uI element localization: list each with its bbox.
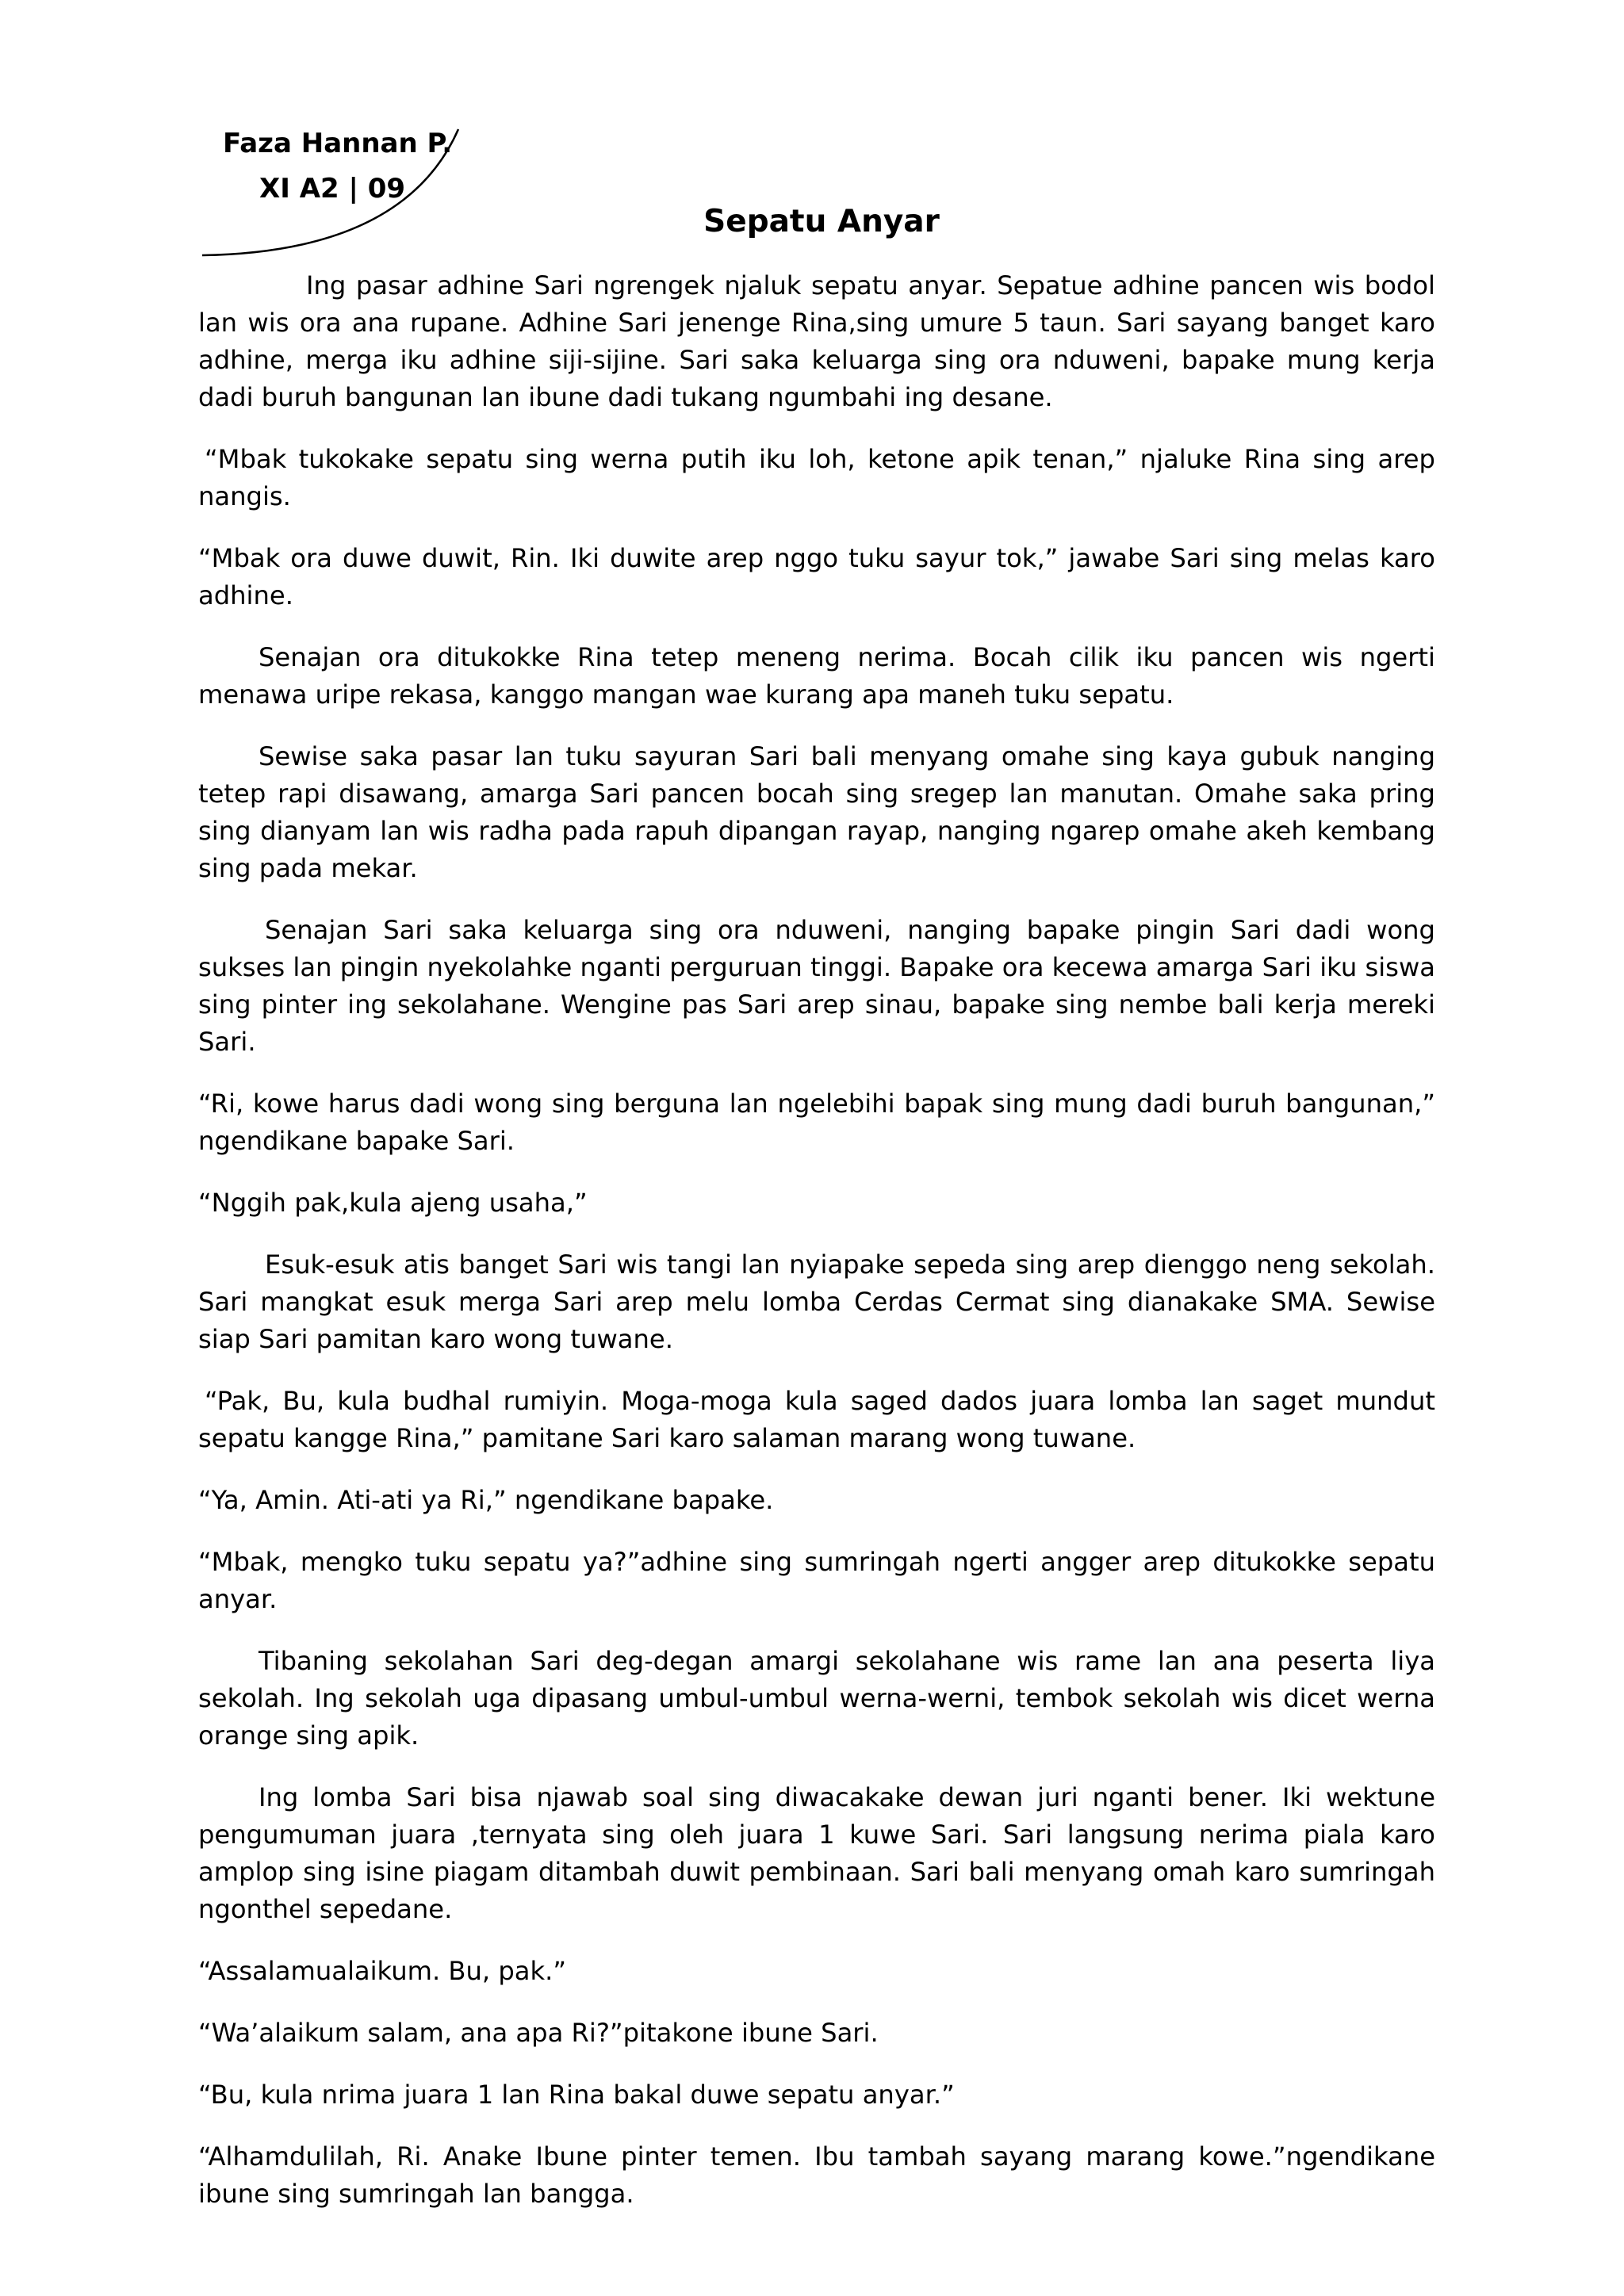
paragraph: Senajan Sari saka keluarga sing ora nduweni, nanging bapake pingin Sari dadi wong sukses lan pingin nyekolahke nganti perguruan tinggi. Bapake ora kecewa amarga Sari iku siswa sing pinter ing sekolahane. Wengine pas Sari arep sinau, bapake sing nembe bali kerja mereki Sari. (198, 915, 1435, 1057)
paragraph: “Mbak tukokake sepatu sing werna putih iku loh, ketone apik tenan,” njaluke Rina sing arep nangis. (198, 444, 1435, 511)
paragraph: “Ri, kowe harus dadi wong sing berguna lan ngelebihi bapak sing mung dadi buruh bangunan,” ngendikane bapake Sari. (198, 1089, 1435, 1156)
paragraph: Esuk-esuk atis banget Sari wis tangi lan nyiapake sepeda sing arep dienggo neng sekolah. Sari mangkat esuk merga Sari arep melu lomba Cerdas Cermat sing dianakake SMA. Sewise siap Sari pamitan karo wong tuwane. (198, 1249, 1435, 1354)
paragraph: “Alhamdulilah, Ri. Anake Ibune pinter temen. Ibu tambah sayang marang kowe.”ngendikane ibune sing sumringah lan bangga. (198, 2141, 1435, 2209)
paragraph: “Mbak, mengko tuku sepatu ya?”adhine sing sumringah ngerti angger arep ditukokke sepatu anyar. (198, 1547, 1435, 1614)
paragraph: “Mbak ora duwe duwit, Rin. Iki duwite arep nggo tuku sayur tok,” jawabe Sari sing melas karo adhine. (198, 543, 1435, 610)
paragraph: Sewise saka pasar lan tuku sayuran Sari bali menyang omahe sing kaya gubuk nanging tetep rapi disawang, amarga Sari pancen bocah sing sregep lan manutan. Omahe saka pring sing dianyam lan wis radha pada rapuh dipangan rayap, nanging ngarep omahe akeh kembang sing pada mekar. (198, 741, 1435, 883)
paragraph: “Bu, kula nrima juara 1 lan Rina bakal duwe sepatu anyar.” (198, 2080, 955, 2110)
paragraph: “Assalamualaikum. Bu, pak.” (198, 1956, 567, 1986)
story-body (198, 267, 1435, 2237)
paragraph: “Wa’alaikum salam, ana apa Ri?”pitakone ibune Sari. (198, 2018, 879, 2048)
paragraph: Senajan ora ditukokke Rina tetep meneng nerima. Bocah cilik iku pancen wis ngerti menawa uripe rekasa, kanggo mangan wae kurang apa maneh tuku sepatu. (198, 642, 1435, 710)
paragraph: Ing pasar adhine Sari ngrengek njaluk sepatu anyar. Sepatue adhine pancen wis bodol lan wis ora ana rupane. Adhine Sari jenenge Rina,sing umure 5 taun. Sari sayang banget karo adhine, merga iku adhine siji-sijine. Sari saka keluarga sing ora nduweni, bapake mung kerja dadi buruh bangunan lan ibune dadi tukang ngumbahi ing desane. (198, 270, 1435, 412)
paragraph: Tibaning sekolahan Sari deg-degan amargi sekolahane wis rame lan ana peserta liya sekolah. Ing sekolah uga dipasang umbul-umbul werna-werni, tembok sekolah wis dicet werna orange sing apik. (198, 1646, 1435, 1751)
author-class: XI A2 | 09 (259, 173, 406, 205)
author-name: Faza Hannan P. (223, 128, 453, 159)
paragraph: “Ya, Amin. Ati-ati ya Ri,” ngendikane bapake. (198, 1485, 774, 1515)
document-title: Sepatu Anyar (703, 204, 940, 239)
paragraph: “Nggih pak,kula ajeng usaha,” (198, 1188, 588, 1218)
paragraph: Ing lomba Sari bisa njawab soal sing diwacakake dewan juri nganti bener. Iki wektune pengumuman juara ,ternyata sing oleh juara 1 kuwe Sari. Sari langsung nerima piala karo amplop sing isine piagam ditambah duwit pembinaan. Sari bali menyang omah karo sumringah ngonthel sepedane. (198, 1782, 1435, 1924)
paragraph: “Pak, Bu, kula budhal rumiyin. Moga-moga kula saged dados juara lomba lan saget mundut sepatu kangge Rina,” pamitane Sari karo salaman marang wong tuwane. (198, 1386, 1435, 1453)
